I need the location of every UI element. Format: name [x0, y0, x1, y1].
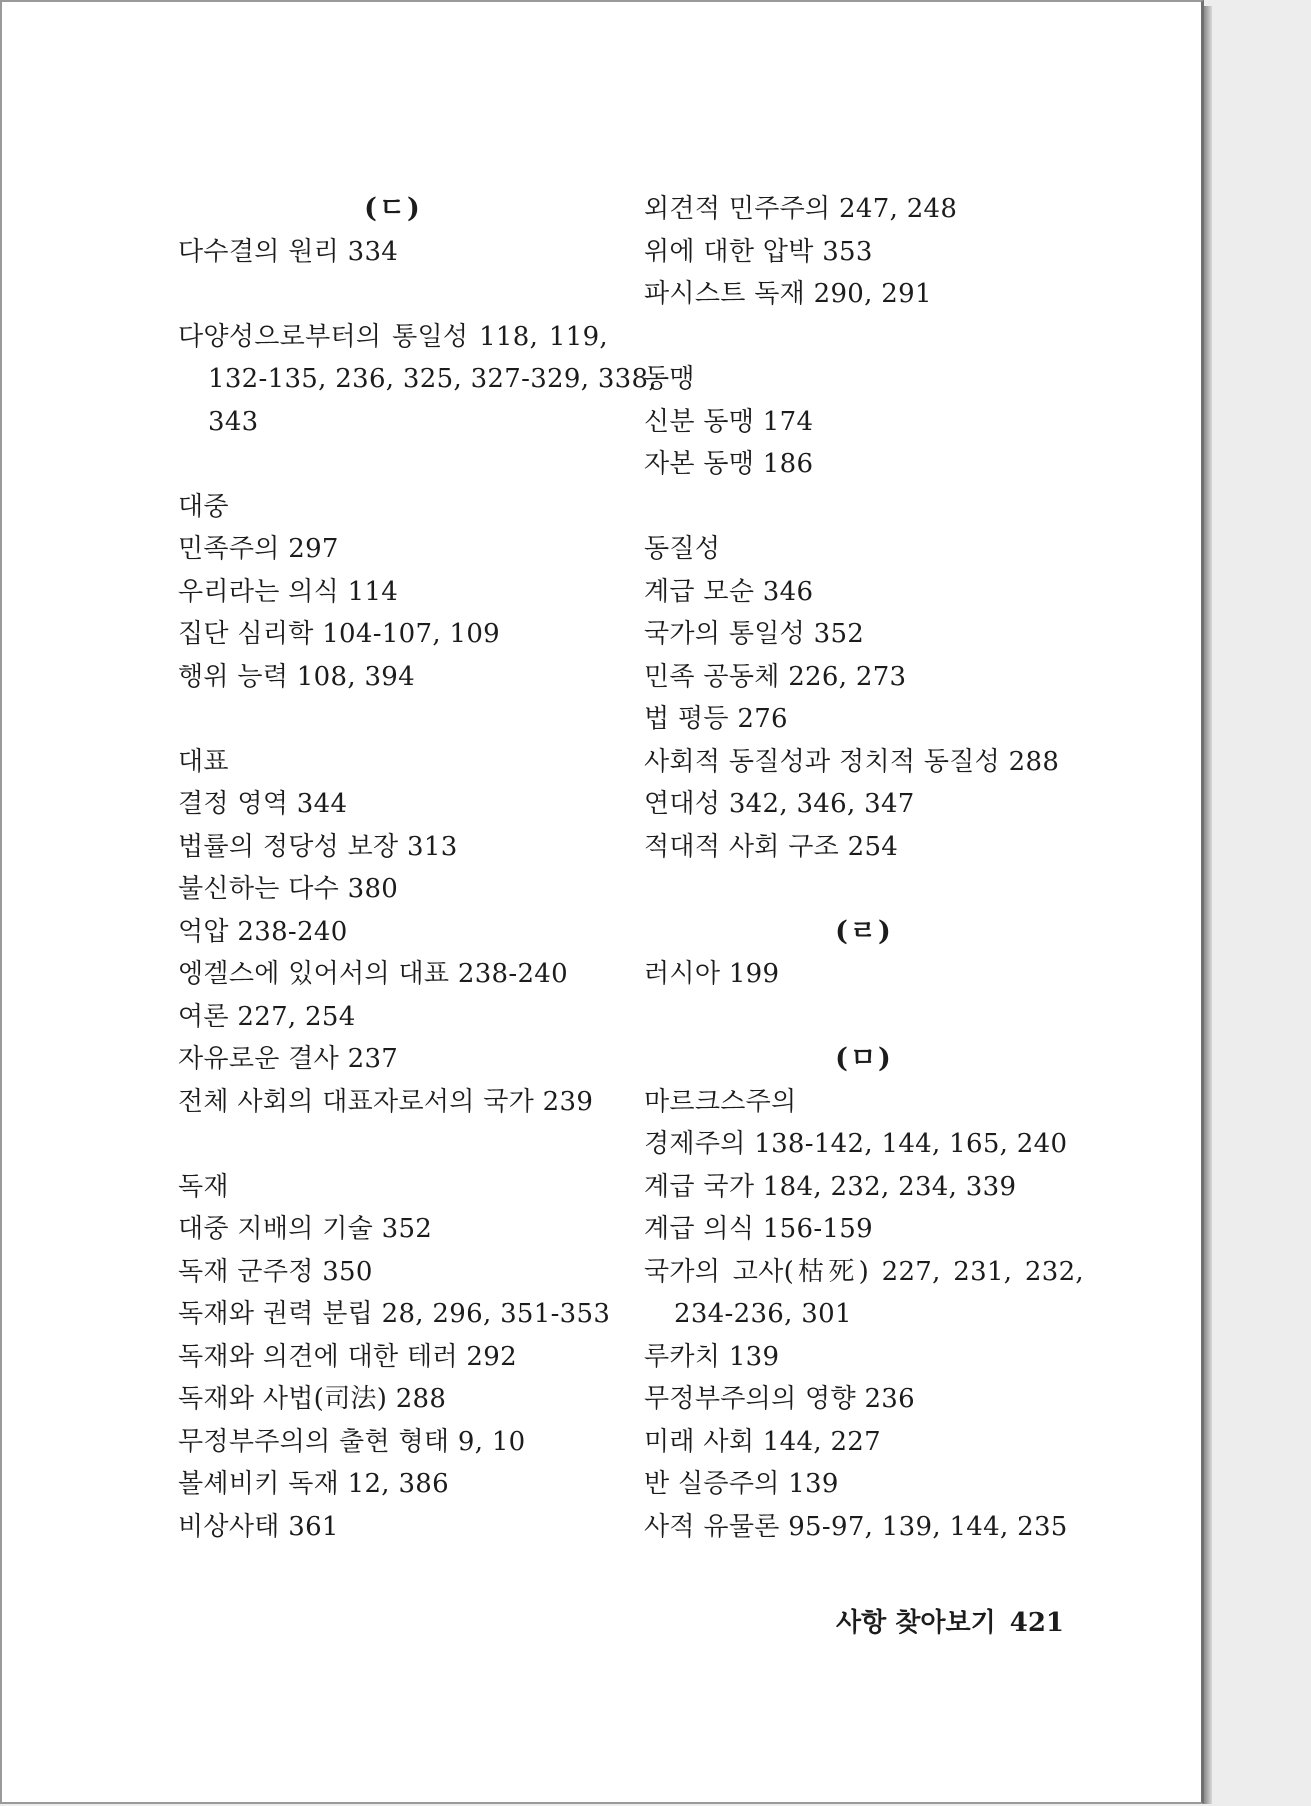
blank-line — [178, 443, 608, 486]
running-footer — [836, 1606, 1065, 1640]
index-entry: 신분 동맹 174 — [644, 406, 814, 437]
section-letter-heading: (ㅁ) — [835, 1043, 893, 1074]
index-entry: 법률의 정당성 보장 313 — [178, 831, 458, 862]
index-entry: 외견적 민주주의 247, 248 — [644, 194, 958, 224]
index-entry: 자본 동맹 186 — [644, 449, 814, 479]
blank-line — [644, 316, 1084, 359]
index-entry: 사회적 동질성과 정치적 동질성 288 — [644, 746, 1060, 777]
blank-line — [178, 698, 608, 741]
footer-title: 사항 찾아보기 — [836, 1608, 996, 1638]
index-entry: 마르크스주의 — [644, 1086, 797, 1117]
index-entry: 국가의 통일성 352 — [644, 619, 865, 649]
index-entry: 우리라는 의식 114 — [178, 576, 399, 607]
index-entry: 미래 사회 144, 227 — [644, 1426, 881, 1457]
index-entry: 루카치 139 — [644, 1341, 780, 1372]
index-entry: 민족주의 297 — [178, 534, 339, 564]
index-entry: 사적 유물론 95-97, 139, 144, 235 — [644, 1511, 1068, 1542]
section-letter-heading: (ㄹ) — [835, 915, 893, 947]
index-entry: 반 실증주의 139 — [644, 1469, 839, 1499]
index-entry: 동질성 — [644, 534, 721, 564]
section-letter-heading: (ㄷ) — [364, 193, 422, 224]
index-entry: 대중 지배의 기술 352 — [178, 1214, 433, 1244]
index-entry: 여론 227, 254 — [178, 1001, 356, 1032]
index-entry: 경제주의 138-142, 144, 165, 240 — [644, 1129, 1068, 1159]
index-entry: 계급 의식 156-159 — [644, 1214, 873, 1244]
index-entry: 민족 공동체 226, 273 — [644, 661, 907, 692]
index-entry: 집단 심리학 104-107, 109 — [178, 619, 501, 649]
index-entry: 대표 — [178, 746, 229, 777]
index-entry: 독재 군주정 350 — [178, 1256, 373, 1287]
index-entry: 억압 238-240 — [178, 916, 348, 947]
index-entry: 계급 국가 184, 232, 234, 339 — [644, 1171, 1017, 1202]
blank-line — [644, 996, 1084, 1039]
index-entry: 독재 — [178, 1171, 229, 1202]
index-column-left — [178, 188, 657, 1548]
index-entry: 볼셰비키 독재 12, 386 — [178, 1469, 449, 1499]
page-edge-shadow — [1204, 6, 1212, 1804]
index-entry: 전체 사회의 대표자로서의 국가 239 — [178, 1086, 594, 1117]
index-column-right — [644, 188, 1084, 1548]
index-entry: 비상사태 361 — [178, 1511, 339, 1542]
index-entry: 러시아 199 — [644, 959, 780, 989]
index-entry: 파시스트 독재 290, 291 — [644, 279, 932, 309]
index-entry-continuation: 132-135, 236, 325, 327-329, 338, — [208, 364, 657, 394]
page-number: 421 — [1009, 1608, 1065, 1638]
index-entry: 연대성 342, 346, 347 — [644, 789, 915, 819]
blank-line — [178, 1123, 608, 1166]
index-entry: 동맹 — [644, 364, 695, 394]
index-entry-continuation: 343 — [208, 406, 259, 437]
index-entry: 다수결의 원리 334 — [178, 236, 399, 267]
blank-line — [178, 273, 608, 316]
index-entry: 법 평등 276 — [644, 704, 788, 734]
index-entry: 독재와 의견에 대한 테러 292 — [178, 1341, 517, 1372]
index-entry: 적대적 사회 구조 254 — [644, 831, 899, 862]
index-entry: 결정 영역 344 — [178, 789, 348, 819]
index-entry: 행위 능력 108, 394 — [178, 661, 415, 692]
blank-line — [644, 486, 1084, 529]
index-entry-continuation: 234-236, 301 — [674, 1299, 852, 1329]
index-entry: 엥겔스에 있어서의 대표 238-240 — [178, 959, 568, 989]
index-entry: 독재와 사법(司法) 288 — [178, 1384, 447, 1414]
index-entry: 무정부주의의 영향 236 — [644, 1384, 915, 1414]
index-entry: 무정부주의의 출현 형태 9, 10 — [178, 1426, 526, 1457]
blank-line — [644, 868, 1084, 911]
index-entry: 계급 모순 346 — [644, 576, 814, 607]
index-entry: 다양성으로부터의 통일성 118, 119, — [178, 321, 608, 352]
index-entry: 대중 — [178, 491, 229, 522]
index-entry: 국가의 고사(枯死) 227, 231, 232, — [644, 1256, 1084, 1287]
index-entry: 자유로운 결사 237 — [178, 1044, 399, 1074]
index-entry: 위에 대한 압박 353 — [644, 236, 873, 267]
index-entry: 불신하는 다수 380 — [178, 874, 399, 904]
index-entry: 독재와 권력 분립 28, 296, 351-353 — [178, 1299, 611, 1329]
